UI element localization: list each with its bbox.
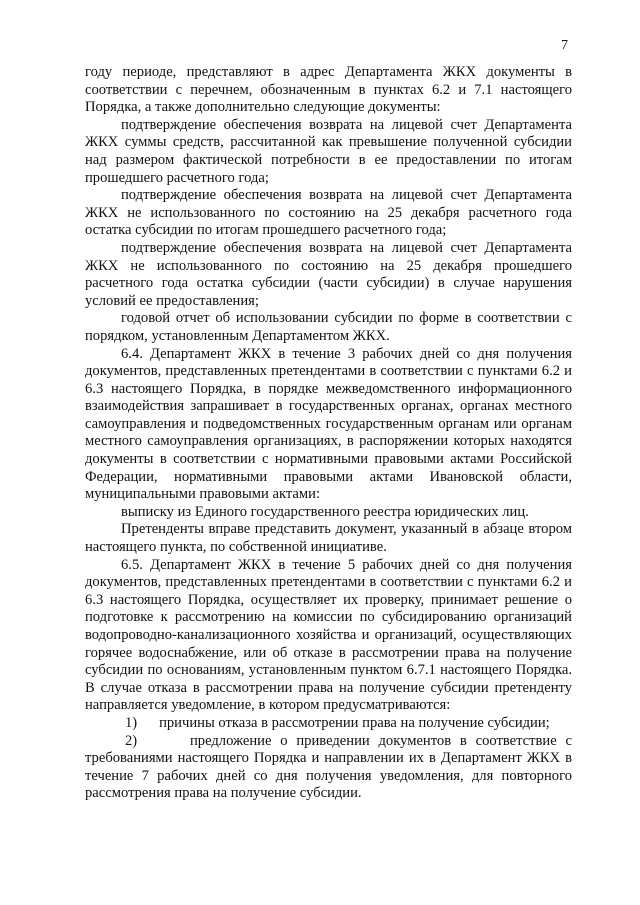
paragraph: Претенденты вправе представить документ, указанный в абзаце втором настоящего пункта, по собственной инициативе. [85,521,572,556]
list-marker: 1) [125,714,138,731]
paragraph: 6.5. Департамент ЖКХ в течение 5 рабочих дней со дня получения документов, представленных претендентами в соответствии с пунктами 6.2 и 6.3 настоящего Порядка, осуществляет их проверку, принимает решение о подготовке к рассмотрению на комиссии по субсидированию организаций водопроводно-канализационного хозяйства и организаций, осуществляющих горячее водоснабжение, или об отказе в рассмотрении права на получение субсидии по основаниям, установленным пунктом 6.7.1 настоящего Порядка. В случае отказа в рассмотрении права на получение субсидии претенденту направляется уведомление, в котором предусматриваются: [85,556,572,714]
page-number: 7 [561,38,568,53]
list-marker: 2) [125,732,138,749]
paragraph: подтверждение обеспечения возврата на лицевой счет Департамента ЖКХ не использованного по состоянию на 25 декабря прошедшего расчетного года остатка субсидии (части субсидии) в случае нарушения условий ее предоставления; [85,239,572,309]
paragraph: 6.4. Департамент ЖКХ в течение 3 рабочих дней со дня получения документов, представленных претендентами в соответствии с пунктами 6.2 и 6.3 настоящего Порядка, в порядке межведомственного информационного взаимодействия запрашивает в государственных органах, органах местного самоуправления и подведомственных государственным органам или органам местного самоуправления организациях, в распоряжении которых находятся документы в соответствии с нормативными правовыми актами Российской Федерации, нормативными правовыми актами Ивановской области, муниципальными правовыми актами: [85,345,572,503]
paragraph: году периоде, представляют в адрес Департамента ЖКХ документы в соответствии с перечнем, обозначенным в пунктах 6.2 и 7.1 настоящего Порядка, а также дополнительно следующие документы: [85,64,572,116]
list-item [85,733,572,803]
list-item-text: предложение о приведении документов в соответствие с требованиями настоящего Порядка и направлении их в Департамент ЖКХ в течение 7 рабочих дней со дня получения уведомления, для повторного рассмотрения права на получение субсидии. [85,732,572,802]
paragraph: выписку из Единого государственного реестра юридических лиц. [121,503,529,520]
list-item [85,715,572,733]
paragraph: подтверждение обеспечения возврата на лицевой счет Департамента ЖКХ не использованного по состоянию на 25 декабря расчетного года остатка субсидии по итогам прошедшего расчетного года; [85,187,572,239]
document-body [85,64,572,803]
paragraph: подтверждение обеспечения возврата на лицевой счет Департамента ЖКХ суммы средств, рассчитанной как превышение полученной субсидии над размером фактической потребности в ее предоставлении по итогам прошедшего расчетного года; [85,116,572,186]
list-item-text: причины отказа в рассмотрении права на получение субсидии; [159,714,550,731]
paragraph: годовой отчет об использовании субсидии по форме в соответствии с порядком, установленным Департаментом ЖКХ. [85,310,572,344]
